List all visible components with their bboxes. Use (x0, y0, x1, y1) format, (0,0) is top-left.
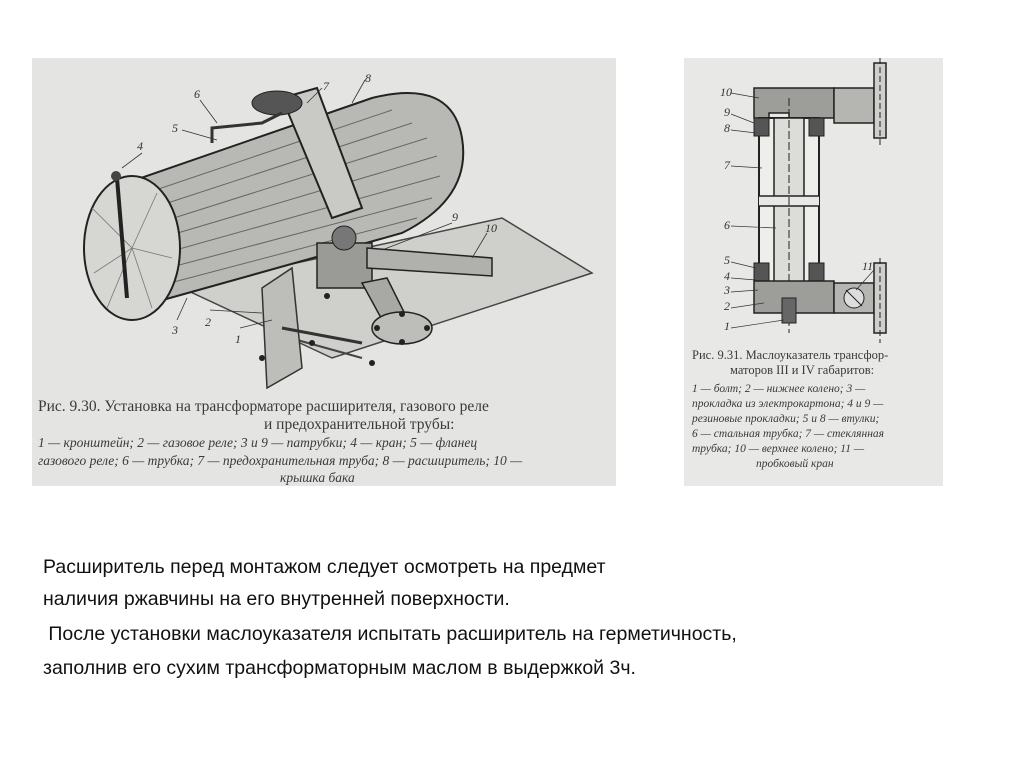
callout-2: 2 (205, 315, 211, 329)
callout-3: 3 (172, 323, 178, 337)
figure-caption-legend: прокладка из электрокартона; 4 и 9 — (692, 398, 884, 410)
callout-4: 4 (137, 139, 143, 153)
figure-caption-legend: крышка бака (280, 470, 355, 485)
callout-5: 5 (724, 253, 730, 267)
figure-caption-legend: пробковый кран (756, 458, 834, 470)
callout-9: 9 (724, 105, 730, 119)
callout-8: 8 (724, 121, 730, 135)
callout-4: 4 (724, 269, 730, 283)
callout-7: 7 (323, 79, 329, 93)
callout-7: 7 (724, 158, 730, 172)
callout-8: 8 (365, 71, 371, 85)
figure-9-31 (684, 58, 943, 486)
body-text-line: заполнив его сухим трансформаторным маслом в выдержкой 3ч. (43, 657, 636, 679)
figure-9-30 (32, 58, 616, 486)
figure-caption-legend: газового реле; 6 — трубка; 7 — предохранительная труба; 8 — расширитель; 10 — (38, 453, 523, 468)
figure-caption-legend: трубка; 10 — верхнее колено; 11 — (692, 443, 865, 455)
body-text-line: После установки маслоуказателя испытать расширитель на герметичность, (43, 623, 737, 645)
body-text-line: Расширитель перед монтажом следует осмотреть на предмет (43, 556, 606, 578)
body-text-line: наличия ржавчины на его внутренней поверхности. (43, 588, 510, 610)
callout-5: 5 (172, 121, 178, 135)
callout-10: 10 (485, 221, 497, 235)
callout-10: 10 (720, 85, 732, 99)
callout-11: 11 (862, 259, 874, 273)
figure-caption-title: Рис. 9.31. Маслоуказатель трансфор- (692, 348, 889, 362)
callout-6: 6 (724, 218, 730, 232)
figure-caption-title-cont: маторов III и IV габаритов: (730, 363, 875, 377)
figure-caption-title: Рис. 9.30. Установка на трансформаторе расширителя, газового реле (38, 398, 489, 415)
figure-caption-legend: резиновые прокладки; 5 и 8 — втулки; (692, 413, 880, 425)
callout-6: 6 (194, 87, 200, 101)
callout-2: 2 (724, 299, 730, 313)
callout-3: 3 (724, 283, 730, 297)
figure-caption-legend: 1 — кронштейн; 2 — газовое реле; 3 и 9 — патрубки; 4 — кран; 5 — фланец (38, 435, 478, 450)
figure-caption-title-cont: и предохранительной трубы: (264, 416, 455, 433)
figure-caption-legend: 1 — болт; 2 — нижнее колено; 3 — (692, 383, 866, 395)
callout-1: 1 (235, 332, 241, 346)
callout-1: 1 (724, 319, 730, 333)
figure-caption-legend: 6 — стальная трубка; 7 — стеклянная (692, 428, 885, 440)
callout-9: 9 (452, 210, 458, 224)
